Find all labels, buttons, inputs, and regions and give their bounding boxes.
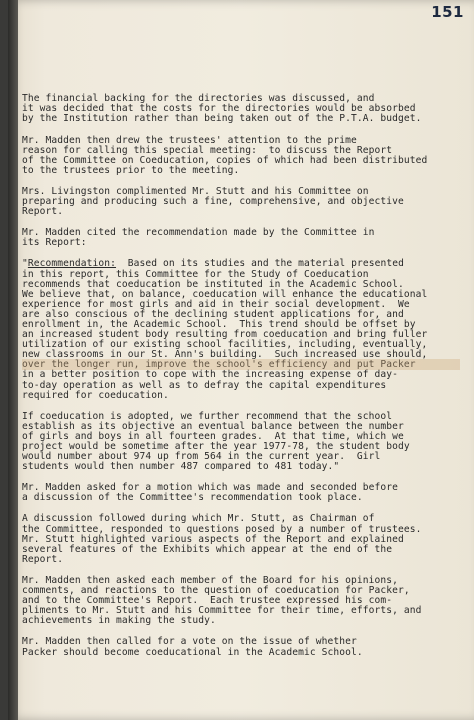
paragraph	[22, 94, 460, 124]
text-line: preparing and producing such a fine, comprehensive, and objective	[22, 196, 404, 208]
text-line: enrollment in, the Academic School. This trend should be offset by	[22, 318, 416, 330]
text-line: in this report, this Committee for the Study of Coeducation	[22, 268, 369, 280]
text-line: in a better position to cope with the increasing expense of day-	[22, 369, 399, 381]
text-line: over the longer run, improve the school's efficiency and put Packer	[22, 359, 416, 371]
text-line: Mr. Madden then drew the trustees' attention to the prime	[22, 134, 357, 146]
text-line: Mrs. Livingston complimented Mr. Stutt and his Committee on	[22, 185, 369, 197]
binding-spine	[8, 0, 18, 720]
text-line: "Recommendation: Based on its studies and the material presented	[22, 258, 404, 270]
paragraph	[22, 136, 460, 176]
text-line: a discussion of the Committee's recommendation took place.	[22, 492, 363, 504]
paragraph	[22, 514, 460, 564]
text-line: Packer should become coeducational in the Academic School.	[22, 646, 363, 658]
document-page	[8, 0, 474, 720]
text-line: Mr. Madden cited the recommendation made by the Committee in	[22, 227, 375, 239]
paragraph	[22, 228, 460, 248]
text-line: students would then number 487 compared to 481 today."	[22, 461, 340, 473]
text-line: of girls and boys in all fourteen grades. At that time, which we	[22, 430, 404, 442]
text-line: its Report:	[22, 237, 87, 249]
paragraph	[22, 483, 460, 503]
text-line: to-day operation as well as to defray the capital expenditures	[22, 379, 387, 391]
page-number: 151	[431, 3, 464, 21]
text-line: it was decided that the costs for the directories would be absorbed	[22, 103, 416, 115]
text-line: recommends that coeducation be instituted in the Academic School.	[22, 278, 404, 290]
text-line: required for coeducation.	[22, 389, 169, 401]
paragraph	[22, 576, 460, 626]
text-line: are also conscious of the declining student applications for, and	[22, 308, 404, 320]
highlight-band	[22, 359, 460, 370]
minutes-body	[22, 64, 460, 689]
text-line: achievements in making the study.	[22, 615, 216, 627]
paragraph	[22, 637, 460, 657]
text-line: pliments to Mr. Stutt and his Committee for their time, efforts, and	[22, 605, 422, 617]
text-line: an increased student body resulting from coeducation and bring fuller	[22, 329, 428, 341]
text-line: would number about 974 up from 564 in the current year. Girl	[22, 451, 381, 463]
text-line: Report.	[22, 206, 64, 218]
text-line: establish as its objective an eventual balance between the number	[22, 420, 404, 432]
text-line: several features of the Exhibits which appear at the end of the	[22, 543, 393, 555]
text-line: of the Committee on Coeducation, copies of which had been distributed	[22, 154, 428, 166]
text-line: If coeducation is adopted, we further recommend that the school	[22, 410, 393, 422]
text-line: and to the Committee's Report. Each trustee expressed his com-	[22, 595, 393, 607]
text-line: to the trustees prior to the meeting.	[22, 164, 240, 176]
text-line: We believe that, on balance, coeducation will enhance the educational	[22, 288, 428, 300]
text-line: Mr. Stutt highlighted various aspects of the Report and explained	[22, 533, 404, 545]
paragraph	[22, 187, 460, 217]
text-line: experience for most girls and aid in their social development. We	[22, 298, 410, 310]
text-line: the Committee, responded to questions posed by a number of trustees.	[22, 523, 422, 535]
text-line: Report.	[22, 553, 64, 565]
text-line: by the Institution rather than being taken out of the P.T.A. budget.	[22, 113, 422, 125]
text-line: Mr. Madden then called for a vote on the issue of whether	[22, 636, 357, 648]
text-line: project would be sometime after the year 1977-78, the student body	[22, 441, 410, 452]
text-line: A discussion followed during which Mr. Stutt, as Chairman of	[22, 513, 375, 525]
text-line: Mr. Madden asked for a motion which was made and seconded before	[22, 482, 399, 494]
text-line: utilization of our existing school facilities, including, eventually,	[22, 339, 428, 351]
text-line: The financial backing for the directories was discussed, and	[22, 93, 375, 105]
text-line: reason for calling this special meeting: to discuss the Report	[22, 144, 393, 156]
paragraph	[22, 412, 460, 473]
text-line: comments, and reactions to the question of coeducation for Packer,	[22, 585, 410, 597]
paragraph	[22, 259, 460, 400]
text-line: Mr. Madden then asked each member of the Board for his opinions,	[22, 574, 399, 586]
text-line: new classrooms in our St. Ann's building. Such increased use should,	[22, 349, 428, 361]
